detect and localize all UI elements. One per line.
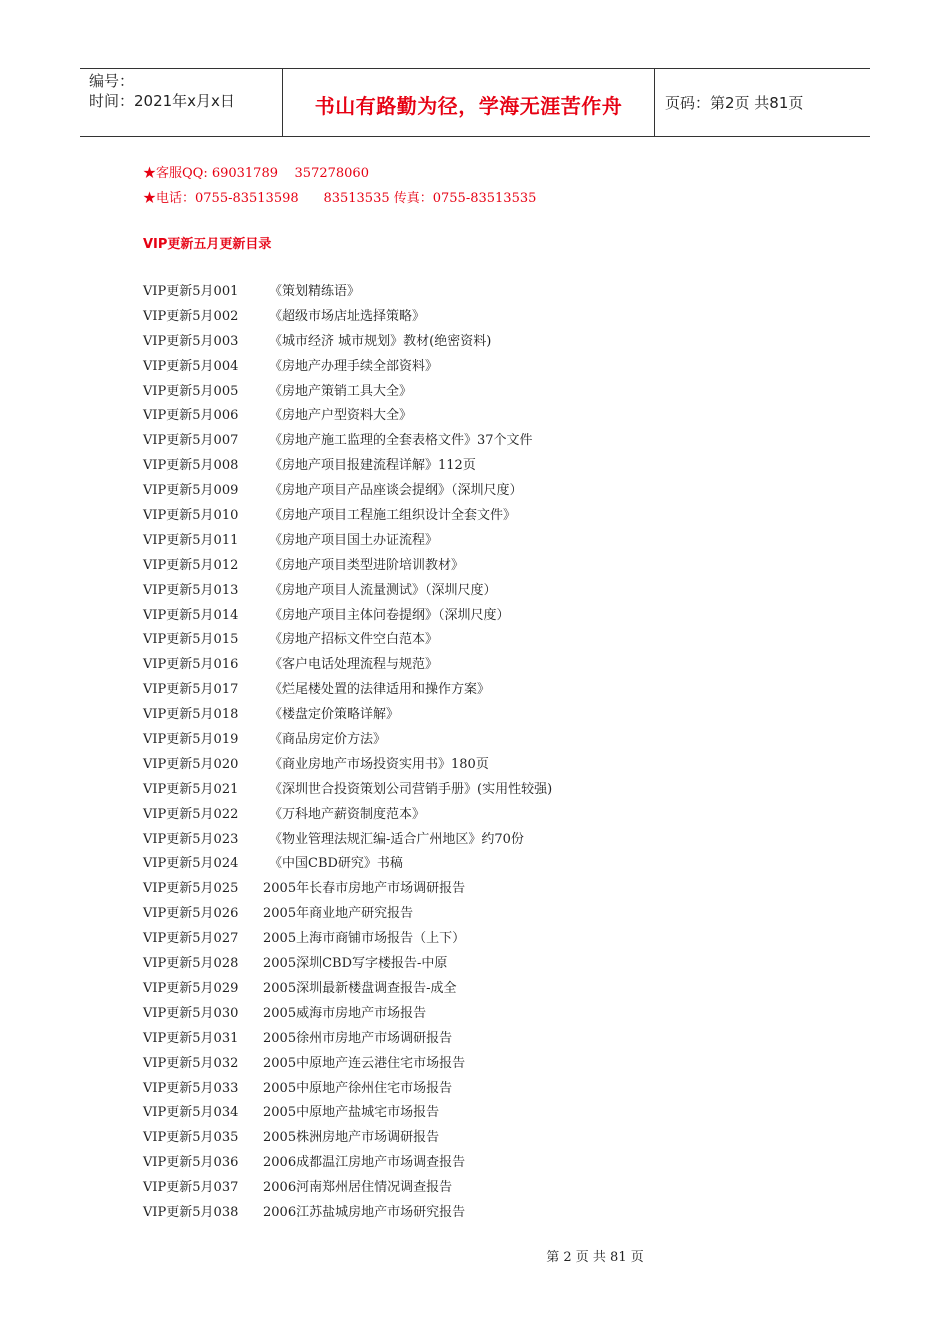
item-title: 《房地产招标文件空白范本》 — [269, 632, 439, 648]
item-code: VIP更新5月029 — [143, 980, 239, 996]
list-item — [143, 1201, 552, 1226]
item-code: VIP更新5月037 — [143, 1180, 239, 1196]
item-code: VIP更新5月015 — [143, 632, 239, 648]
item-code: VIP更新5月014 — [143, 607, 239, 623]
list-item — [143, 1027, 552, 1052]
item-title: 2006成都温江房地产市场调查报告 — [263, 1155, 466, 1171]
item-code: VIP更新5月006 — [143, 408, 239, 424]
item-title: 2005年长春市房地产市场调研报告 — [263, 881, 466, 897]
header-motto-cell — [283, 69, 655, 136]
list-item — [143, 404, 552, 429]
item-title: 《商品房定价方法》 — [269, 732, 387, 748]
item-code: VIP更新5月017 — [143, 682, 239, 698]
item-code: VIP更新5月018 — [143, 707, 239, 723]
header-page-cell — [655, 69, 870, 136]
item-code: VIP更新5月012 — [143, 557, 239, 573]
document-number-label: 编号： — [89, 72, 135, 90]
list-item — [143, 753, 552, 778]
item-title: 2006江苏盐城房地产市场研究报告 — [263, 1204, 466, 1220]
item-title: 《城市经济 城市规划》教材(绝密资料) — [269, 333, 492, 349]
list-item — [143, 355, 552, 380]
document-time-label: 时间：2021年x月x日 — [89, 92, 235, 110]
list-item — [143, 952, 552, 977]
list-item — [143, 927, 552, 952]
item-code: VIP更新5月016 — [143, 657, 239, 673]
list-item — [143, 902, 552, 927]
item-title: 2005深圳CBD写字楼报告-中原 — [263, 956, 448, 972]
contact-qq-line: ★客服QQ: 69031789 357278060 — [143, 166, 369, 181]
item-code: VIP更新5月036 — [143, 1155, 239, 1171]
list-item — [143, 504, 552, 529]
list-item — [143, 778, 552, 803]
item-code: VIP更新5月026 — [143, 906, 239, 922]
item-title: 2005株洲房地产市场调研报告 — [263, 1130, 440, 1146]
item-code: VIP更新5月004 — [143, 358, 239, 374]
list-item — [143, 604, 552, 629]
list-item — [143, 479, 552, 504]
item-title: 《房地产项目工程施工组织设计全套文件》 — [269, 508, 517, 524]
item-title: 2006河南郑州居住情况调查报告 — [263, 1180, 453, 1196]
item-code: VIP更新5月013 — [143, 582, 239, 598]
item-title: 《房地产项目主体问卷提纲》（深圳尺度） — [269, 607, 510, 623]
list-item — [143, 280, 552, 305]
item-title: 《楼盘定价策略详解》 — [269, 707, 400, 723]
list-item — [143, 803, 552, 828]
item-title: 2005深圳最新楼盘调查报告-成全 — [263, 980, 457, 996]
list-item — [143, 579, 552, 604]
item-code: VIP更新5月021 — [143, 781, 239, 797]
list-item — [143, 1077, 552, 1102]
list-item — [143, 1176, 552, 1201]
item-title: 《房地产施工监理的全套表格文件》37个文件 — [269, 433, 533, 449]
update-list — [143, 280, 552, 1226]
header-page-info: 页码：第2页 共81页 — [665, 94, 804, 112]
item-title: 《策划精练语》 — [269, 284, 361, 299]
item-code: VIP更新5月001 — [143, 284, 239, 299]
list-item — [143, 1151, 552, 1176]
list-item — [143, 653, 552, 678]
item-title: 2005徐州市房地产市场调研报告 — [263, 1030, 453, 1046]
item-code: VIP更新5月033 — [143, 1080, 239, 1096]
item-code: VIP更新5月024 — [143, 856, 239, 872]
list-item — [143, 554, 552, 579]
list-item — [143, 678, 552, 703]
list-item — [143, 1101, 552, 1126]
page-header — [80, 68, 870, 137]
list-item — [143, 454, 552, 479]
item-title: 2005上海市商铺市场报告（上下） — [263, 931, 466, 947]
item-title: 《房地产策销工具大全》 — [269, 383, 413, 399]
item-code: VIP更新5月008 — [143, 458, 239, 474]
item-title: 《房地产户型资料大全》 — [269, 408, 413, 424]
item-title: 2005中原地产徐州住宅市场报告 — [263, 1080, 453, 1096]
item-title: 《万科地产薪资制度范本》 — [269, 806, 426, 822]
list-item — [143, 529, 552, 554]
item-title: 2005威海市房地产市场报告 — [263, 1005, 427, 1021]
item-code: VIP更新5月007 — [143, 433, 239, 449]
item-code: VIP更新5月020 — [143, 756, 239, 772]
item-code: VIP更新5月030 — [143, 1005, 239, 1021]
item-code: VIP更新5月002 — [143, 308, 239, 324]
item-code: VIP更新5月023 — [143, 831, 239, 847]
list-item — [143, 877, 552, 902]
item-title: 《房地产项目国土办证流程》 — [269, 532, 439, 548]
contact-phone-line: ★电话：0755-83513598 83513535 传真：0755-83513535 — [143, 191, 537, 206]
item-title: 《房地产项目类型进阶培训教材》 — [269, 557, 465, 573]
item-code: VIP更新5月031 — [143, 1030, 239, 1046]
item-title: 2005中原地产盐城宅市场报告 — [263, 1105, 440, 1121]
item-title: 《深圳世合投资策划公司营销手册》(实用性较强) — [269, 781, 553, 797]
item-code: VIP更新5月022 — [143, 806, 239, 822]
item-code: VIP更新5月032 — [143, 1055, 239, 1071]
list-item — [143, 828, 552, 853]
list-item — [143, 1002, 552, 1027]
list-item — [143, 728, 552, 753]
item-code: VIP更新5月010 — [143, 508, 239, 524]
list-item — [143, 703, 552, 728]
item-code: VIP更新5月027 — [143, 931, 239, 947]
item-code: VIP更新5月011 — [143, 532, 239, 548]
item-code: VIP更新5月025 — [143, 881, 239, 897]
item-title: 《烂尾楼处置的法律适用和操作方案》 — [269, 682, 491, 698]
list-item — [143, 380, 552, 405]
list-item — [143, 1126, 552, 1151]
item-title: 《商业房地产市场投资实用书》180页 — [269, 756, 489, 772]
item-code: VIP更新5月038 — [143, 1204, 239, 1220]
item-code: VIP更新5月028 — [143, 956, 239, 972]
item-code: VIP更新5月035 — [143, 1130, 239, 1146]
list-item — [143, 977, 552, 1002]
item-title: 2005年商业地产研究报告 — [263, 906, 414, 922]
item-title: 《房地产项目人流量测试》（深圳尺度） — [269, 582, 497, 598]
item-code: VIP更新5月009 — [143, 483, 239, 499]
item-title: 《物业管理法规汇编-适合广州地区》约70份 — [269, 831, 524, 847]
item-code: VIP更新5月003 — [143, 333, 239, 349]
item-title: 《房地产项目报建流程详解》112页 — [269, 458, 476, 474]
header-info-cell — [80, 69, 283, 136]
item-title: 《中国CBD研究》书稿 — [269, 856, 403, 872]
page-footer: 第 2 页 共 81 页 — [546, 1250, 644, 1265]
item-code: VIP更新5月005 — [143, 383, 239, 399]
item-title: 《房地产项目产品座谈会提纲》（深圳尺度） — [269, 483, 523, 499]
list-item — [143, 852, 552, 877]
header-motto: 书山有路勤为径，学海无涯苦作舟 — [314, 94, 623, 118]
section-title: VIP更新五月更新目录 — [143, 237, 272, 252]
list-item — [143, 628, 552, 653]
item-code: VIP更新5月034 — [143, 1105, 239, 1121]
item-code: VIP更新5月019 — [143, 732, 239, 748]
item-title: 《超级市场店址选择策略》 — [269, 308, 426, 324]
list-item — [143, 1052, 552, 1077]
item-title: 《房地产办理手续全部资料》 — [269, 358, 439, 374]
item-title: 《客户电话处理流程与规范》 — [269, 657, 439, 673]
list-item — [143, 305, 552, 330]
list-item — [143, 330, 552, 355]
list-item — [143, 429, 552, 454]
item-title: 2005中原地产连云港住宅市场报告 — [263, 1055, 466, 1071]
